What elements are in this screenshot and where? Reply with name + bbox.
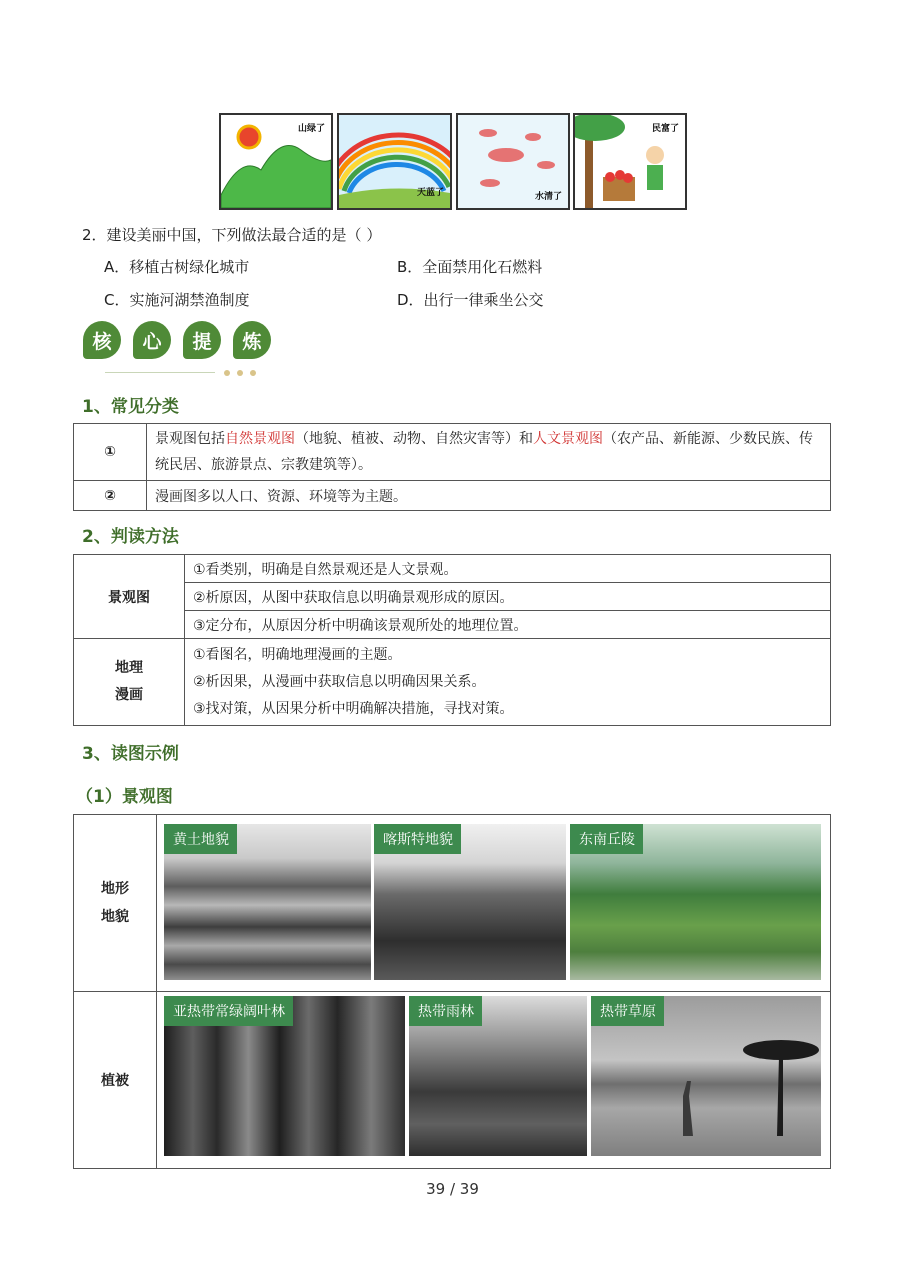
savanna-tree-giraffe <box>591 996 821 1156</box>
cartoon-label-line1: 地理 <box>115 660 143 676</box>
badge-xin: 心 <box>133 321 171 359</box>
method-step: ③定分布，从原因分析中明确该景观所处的地理位置。 <box>185 611 831 639</box>
classification-text <box>147 424 831 481</box>
vegetation-label: 植被 <box>74 992 157 1169</box>
photo-karst <box>374 824 566 980</box>
comic-caption: 民富了 <box>651 124 679 134</box>
classification-text: 漫画图多以人口、资源、环境等为主题。 <box>147 481 831 511</box>
text-segment: 景观图包括 <box>155 431 225 447</box>
decorative-dot <box>237 370 243 376</box>
method-step: ①看类别，明确是自然景观还是人文景观。 <box>185 555 831 583</box>
photo-label: 喀斯特地貌 <box>374 824 461 854</box>
comic-panel-rainbow <box>337 113 452 210</box>
badge-ti: 提 <box>183 321 221 359</box>
comic-caption: 山绿了 <box>297 124 325 134</box>
section-heading: 3、读图示例 <box>82 744 179 764</box>
option-b: B．全面禁用化石燃料 <box>397 258 543 276</box>
option-d: D．出行一律乘坐公交 <box>397 291 544 309</box>
method-step: ①看图名，明确地理漫画的主题。 <box>193 646 402 663</box>
text-segment: （地貌、植被、动物、自然灾害等）和 <box>295 431 533 447</box>
photo-evergreen-forest <box>164 996 405 1156</box>
method-step: ②析原因，从图中获取信息以明确景观形成的原因。 <box>185 583 831 611</box>
comic-panel-farmer <box>573 113 687 210</box>
landform-label-line2: 地貌 <box>101 909 129 925</box>
page-number: 39 / 39 <box>426 1180 479 1198</box>
method-step: ②析因果，从漫画中获取信息以明确因果关系。 <box>193 673 486 690</box>
badge-he: 核 <box>83 321 121 359</box>
badge-lian: 炼 <box>233 321 271 359</box>
sub-heading: （1）景观图 <box>76 787 173 807</box>
comic-panel-fish <box>456 113 570 210</box>
option-a: A．移植古树绿化城市 <box>104 258 250 276</box>
photo-savanna <box>591 996 821 1156</box>
landscape-label: 景观图 <box>74 555 185 639</box>
highlight-human: 人文景观图 <box>533 431 603 447</box>
comic-caption: 水清了 <box>534 192 562 202</box>
method-step: ③找对策，从因果分析中明确解决措施，寻找对策。 <box>193 700 514 717</box>
decorative-line <box>105 372 215 373</box>
landform-label-line1: 地形 <box>101 881 129 897</box>
method-table <box>73 554 831 726</box>
photo-label: 热带草原 <box>591 996 664 1026</box>
cartoon-steps <box>185 639 831 726</box>
section-heading: 1、常见分类 <box>82 397 179 417</box>
comic-caption: 天蓝了 <box>416 188 444 198</box>
highlight-natural: 自然景观图 <box>225 431 295 447</box>
photo-label: 东南丘陵 <box>570 824 643 854</box>
comic-panel-mountains <box>219 113 333 210</box>
cartoon-label-line2: 漫画 <box>115 687 143 703</box>
photo-label: 热带雨林 <box>409 996 482 1026</box>
option-c: C．实施河湖禁渔制度 <box>104 291 250 309</box>
landform-label <box>74 815 157 992</box>
photo-rainforest <box>409 996 587 1156</box>
text-segment: （农产品、新能源、少数民族、传统民居、旅游景点、宗教建筑等）。 <box>155 431 813 473</box>
row-number: ② <box>74 481 147 511</box>
cartoon-label <box>74 639 185 726</box>
row-number: ① <box>74 424 147 481</box>
photo-label: 亚热带常绿阔叶林 <box>164 996 293 1026</box>
photo-label: 黄土地貌 <box>164 824 237 854</box>
classification-table <box>73 423 831 511</box>
decorative-dot <box>250 370 256 376</box>
photo-southeast-hills <box>570 824 821 980</box>
decorative-dot <box>224 370 230 376</box>
section-heading: 2、判读方法 <box>82 527 179 547</box>
photo-loess <box>164 824 371 980</box>
question-stem: 2．建设美丽中国，下列做法最合适的是（ ） <box>82 226 382 244</box>
